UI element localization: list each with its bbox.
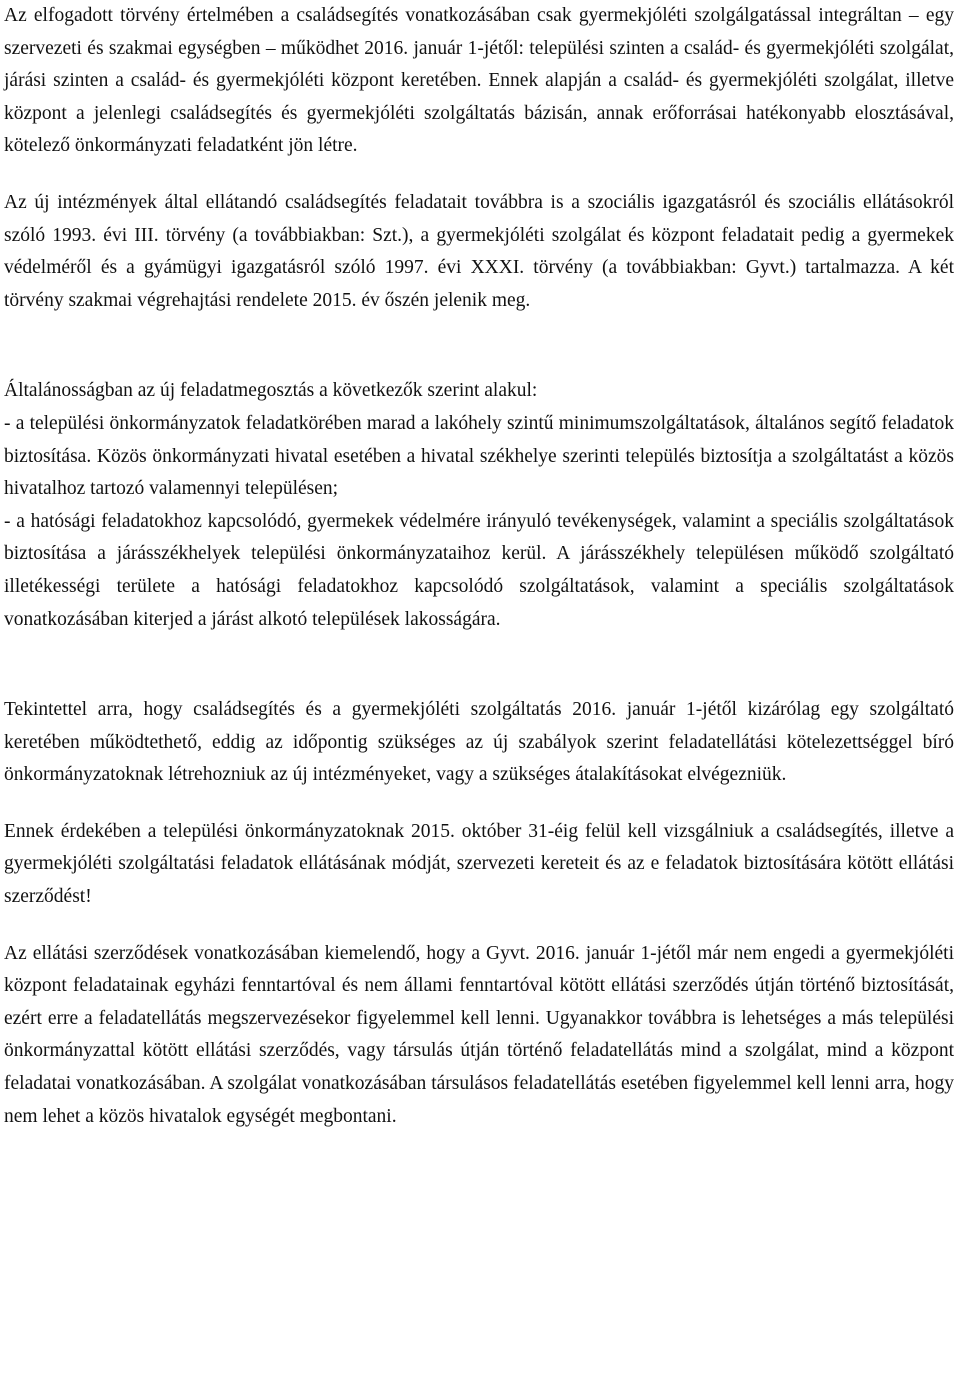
- paragraph-single-provider: Tekintettel arra, hogy családsegítés és a gyermekjóléti szolgáltatás 2016. január 1-jétől kizárólag egy szolgáltató keretében működtethető, eddig az időpontig szükséges az új szabályok szerint feladatellátási kötelezettséggel bíró önkormányzatoknak létrehozniuk az új intézményeket, vagy a szükséges átalakításokat elvégezniük.: [4, 699, 954, 786]
- paragraph-service-contracts: Az ellátási szerződések vonatkozásában kiemelendő, hogy a Gyvt. 2016. január 1-jétől már nem engedi a gyermekjóléti központ feladatainak egyházi fenntartóval és nem állami fenntartóval kötött ellátási szerződés útján történő biztosítását, ezért erre a feladatellátás megszervezésekor figyelemmel kell lenni. Ugyanakkor továbbra is lehetséges a más települési önkormányzattal kötött ellátási szerződés, vagy társulás útján történő feladatellátás mind a szolgálat, mind a központ feladatai vonatkozásában. A szolgálat vonatkozásában társulásos feladatellátás esetében figyelemmel kell lenni arra, hogy nem lehet a közös hivatalok egységét megbontani.: [4, 942, 954, 1127]
- paragraph-legal-basis: Az új intézmények által ellátandó családsegítés feladatait továbbra is a szociális igazgatásról és szociális ellátásokról szóló 1993. évi III. törvény (a továbbiakban: Szt.), a gyermekjóléti szolgálat és központ feladatait pedig a gyermekek védelméről és a gyámügyi igazgatásról szóló 1997. évi XXXI. törvény (a továbbiakban: Gyvt.) tartalmazza. A két törvény szakmai végrehajtási rendelete 2015. év őszén jelenik meg.: [4, 191, 954, 311]
- paragraph-review-deadline: Ennek érdekében a települési önkormányzatoknak 2015. október 31-éig felül kell vizsgálniuk a családsegítés, illetve a gyermekjóléti szolgáltatási feladatok ellátásának módját, szervezeti kereteit és az e feladatok biztosítására kötött ellátási szerződést!: [4, 820, 954, 908]
- list-item-local-tasks: - a települési önkormányzatok feladatkörében marad a lakóhely szintű minimumszolgáltatások, általános segítő feladatok biztosítása. Közös önkormányzati hivatal esetében a hivatal székhelye szerinti település biztosítja a szolgáltatást a közös hivatalhoz tartozó valamennyi településen;: [4, 412, 954, 500]
- document-page: [4, 0, 954, 1133]
- list-item-district-tasks: - a hatósági feladatokhoz kapcsolódó, gyermekek védelmére irányuló tevékenységek, valamint a speciális szolgáltatások biztosítása a járásszékhelyek települési önkormányzataihoz kerül. A járásszékhely településen működő szolgáltató illetékességi területe a hatósági feladatokhoz kapcsolódó szolgáltatások, valamint a speciális szolgáltatások vonatkozásában kiterjed a járást alkotó települések lakosságára.: [4, 510, 954, 630]
- paragraph-task-division-intro: Általánosságban az új feladatmegosztás a következők szerint alakul:: [4, 380, 538, 402]
- paragraph-integration: Az elfogadott törvény értelmében a családsegítés vonatkozásában csak gyermekjóléti szolgálgatással integráltan – egy szervezeti és szakmai egységben – működhet 2016. január 1-jétől: települési szinten a család- és gyermekjóléti szolgálat, járási szinten a család- és gyermekjóléti központ keretében. Ennek alapján a család- és gyermekjóléti szolgálat, illetve központ a jelenlegi családsegítés és gyermekjóléti szolgáltatás bázisán, annak erőforrásai hatékonyabb elosztásával, kötelező önkormányzati feladatként jön létre.: [4, 5, 954, 157]
